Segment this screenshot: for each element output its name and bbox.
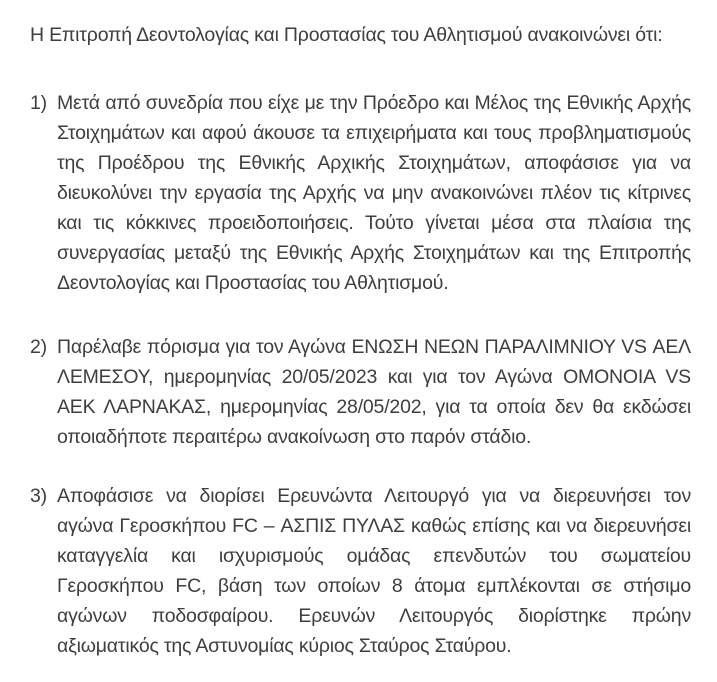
list-item bbox=[30, 88, 691, 298]
list-item-text: Μετά από συνεδρία που είχε με την Πρόεδρο και Μέλος της Εθνικής Αρχής Στοιχημάτων και αφού άκουσε τα επιχειρήματα και τους προβληματισμούς της Προέδρου της Εθνικής Αρχικής Στοιχημάτων, αποφάσισε για να διευκολύνει την εργασία της Αρχής να μην ανακοινώνει πλέον τις κίτρινες και τις κόκκινες προειδοποιήσεις. Τούτο γίνεται μέσα στα πλαίσια της συνεργασίας μεταξύ της Εθνικής Αρχής Στοιχημάτων και της Επιτροπής Δεοντολογίας και Προστασίας του Αθλητισμού. bbox=[57, 92, 691, 294]
list-item-text: Παρέλαβε πόρισμα για τον Αγώνα ΕΝΩΣΗ ΝΕΩΝ ΠΑΡΑΛΙΜΝΙΟΥ VS ΑΕΛ ΛΕΜΕΣΟΥ, ημερομηνίας 20/05/2023 και για τον Αγώνα ΟΜΟΝΟΙΑ VS ΑΕΚ ΛΑΡΝΑΚΑΣ, ημερομηνίας 28/05/202, για τα οποία δεν θα εκδώσει οποιαδήποτε περαιτέρω ανακοίνωση στο παρόν στάδιο. bbox=[57, 336, 691, 448]
list-item-number: 1) bbox=[30, 92, 47, 114]
list-item bbox=[30, 332, 691, 452]
list-item-number: 2) bbox=[30, 336, 47, 358]
list-item bbox=[30, 481, 691, 661]
list-item-number: 3) bbox=[30, 485, 47, 507]
document-heading: Η Επιτροπή Δεοντολογίας και Προστασίας του Αθλητισμού ανακοινώνει ότι: bbox=[30, 24, 663, 46]
list-item-text: Αποφάσισε να διορίσει Ερευνώντα Λειτουργό για να διερευνήσει τον αγώνα Γεροσκήπου FC – ΑΣΠΙΣ ΠΥΛΑΣ καθώς επίσης και να διερευνήσει καταγγελία και ισχυρισμούς ομάδας επενδυτών του σωματείου Γεροσκήπου FC, βάση των οποίων 8 άτομα εμπλέκονται σε στήσιμο αγώνων ποδοσφαίρου. Ερευνών Λειτουργός διορίστηκε πρώην αξιωματικός της Αστυνομίας κύριος Σταύρος Σταύρου. bbox=[57, 485, 691, 657]
